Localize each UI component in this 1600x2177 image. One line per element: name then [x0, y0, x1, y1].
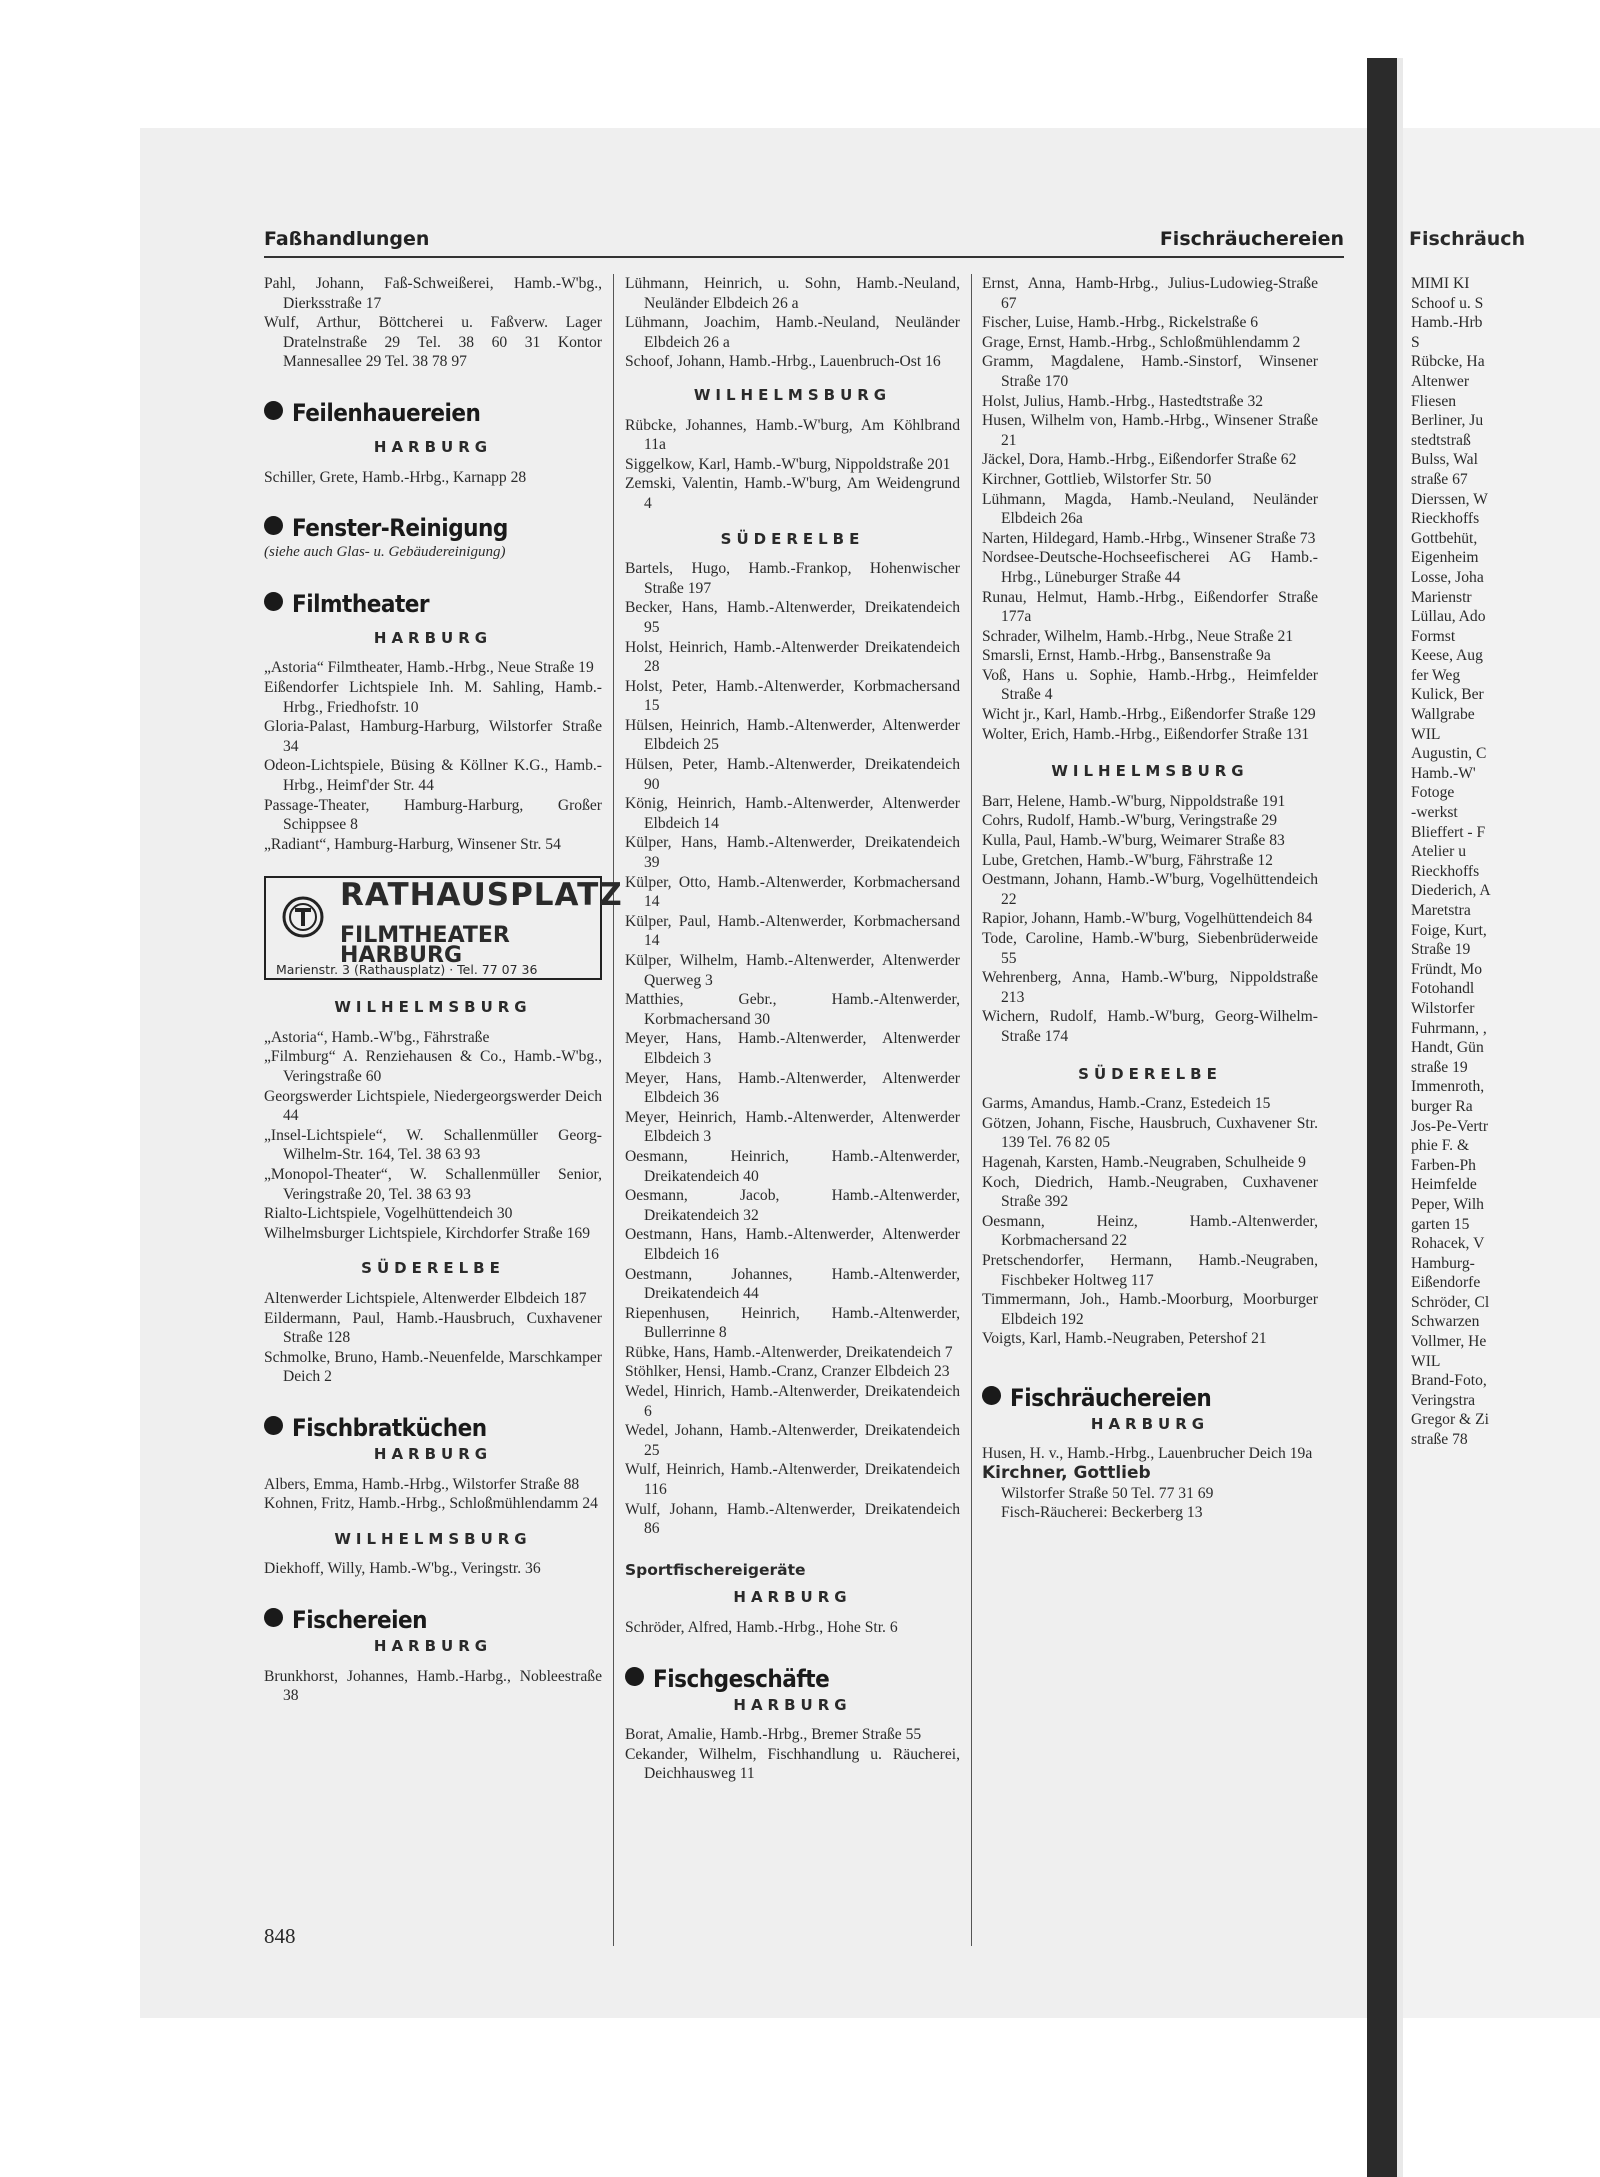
directory-entry: Oesmann, Heinrich, Hamb.-Altenwerder, Dreikatendeich 40 — [625, 1147, 960, 1185]
directory-entry: „Astoria“ Filmtheater, Hamb.-Hrbg., Neue Straße 19 — [264, 659, 594, 677]
directory-entry: Runau, Helmut, Hamb.-Hrbg., Eißendorfer Straße 177a — [982, 588, 1318, 626]
directory-entry: Wulf, Heinrich, Hamb.-Altenwerder, Dreikatendeich 116 — [625, 1461, 960, 1499]
directory-entry: Diekhoff, Willy, Hamb.-W'bg., Veringstr. 36 — [264, 1560, 541, 1578]
text-fragment: Bulss, Wal — [1411, 451, 1478, 469]
text-fragment: Veringstra — [1411, 1391, 1476, 1409]
directory-entry: Holst, Heinrich, Hamb.-Altenwerder Dreikatendeich 28 — [625, 638, 960, 676]
column-3 — [982, 274, 1318, 1523]
directory-entry: Ernst, Anna, Hamb-Hrbg., Julius-Ludowieg-Straße 67 — [982, 275, 1318, 312]
directory-entry: Külper, Otto, Hamb.-Altenwerder, Korbmachersand 14 — [625, 873, 960, 911]
text-fragment: Rieckhoffs — [1411, 862, 1480, 880]
text-fragment: MIMI KI — [1411, 275, 1470, 292]
bullet-icon — [625, 1667, 644, 1686]
directory-entry: Rübcke, Johannes, Hamb.-W'burg, Am Köhlbrand 11a — [625, 416, 960, 454]
directory-entry: Siggelkow, Karl, Hamb.-W'burg, Nippoldstraße 201 — [625, 455, 951, 473]
directory-entry: „Radiant“, Hamburg-Harburg, Winsener Str. 54 — [264, 835, 561, 853]
right-page-fragment — [1403, 128, 1600, 2018]
text-fragment: Keese, Aug — [1411, 647, 1483, 665]
directory-entry: Koch, Diedrich, Hamb.-Neugraben, Cuxhavener Straße 392 — [982, 1173, 1318, 1211]
text-fragment: -werkst — [1411, 804, 1458, 822]
text-fragment: Fuhrmann, , — [1411, 1019, 1487, 1037]
directory-entry: Wicht jr., Karl, Hamb.-Hrbg., Eißendorfer Straße 129 — [982, 706, 1316, 724]
category-heading — [264, 513, 602, 543]
directory-entry: Zemski, Valentin, Hamb.-W'burg, Am Weidengrund 4 — [625, 475, 960, 512]
directory-entry: Husen, Wilhelm von, Hamb.-Hrbg., Winsener Straße 21 — [982, 412, 1318, 449]
text-fragment: Wilstorfer — [1411, 999, 1475, 1017]
entry-list — [982, 274, 1318, 744]
directory-entry: Schiller, Grete, Hamb.-Hrbg., Karnapp 28 — [264, 468, 527, 486]
entry-list — [264, 1559, 602, 1579]
header-left: Faßhandlungen — [264, 228, 430, 250]
text-fragment: Wallgrabe — [1411, 706, 1475, 724]
directory-entry: Narten, Hildegard, Hamb.-Hrbg., Winsener Straße 73 — [982, 529, 1316, 547]
directory-entry: Hülsen, Heinrich, Hamb.-Altenwerder, Altenwerder Elbdeich 25 — [625, 716, 960, 754]
header-right: Fischräuchereien — [1159, 228, 1344, 250]
page-number: 848 — [264, 1924, 296, 1948]
directory-entry: Grage, Ernst, Hamb.-Hrbg., Schloßmühlendamm 2 — [982, 333, 1301, 351]
directory-entry: Götzen, Johann, Fische, Hausbruch, Cuxhavener Str. 139 Tel. 76 82 05 — [982, 1114, 1318, 1152]
region-heading: HARBURG — [373, 437, 493, 456]
category-heading — [264, 1413, 602, 1443]
text-fragment: Formst — [1411, 627, 1456, 645]
directory-entry: Wichern, Rudolf, Hamb.-W'burg, Georg-Wilhelm-Straße 174 — [982, 1008, 1318, 1045]
text-fragment: Berliner, Ju — [1411, 412, 1484, 430]
category-title: Fenster-Reinigung — [292, 514, 508, 543]
text-fragment: Jos-Pe-Vertr — [1411, 1117, 1489, 1135]
category-title: Fischgeschäfte — [653, 1664, 830, 1693]
directory-entry: Meyer, Hans, Hamb.-Altenwerder, Altenwerder Elbdeich 36 — [625, 1069, 960, 1107]
text-fragment: Handt, Gün — [1411, 1039, 1484, 1057]
text-fragment: Augustin, C — [1411, 745, 1487, 763]
ad-title: RATHAUSPLATZ — [340, 877, 623, 914]
directory-entry: Oestmann, Hans, Hamb.-Altenwerder, Altenwerder Elbdeich 16 — [625, 1226, 960, 1263]
directory-entry: Garms, Amandus, Hamb.-Cranz, Estedeich 15 — [982, 1095, 1271, 1113]
text-fragment: Atelier u — [1411, 843, 1466, 861]
category-title: Fischräuchereien — [1010, 1383, 1212, 1412]
text-fragment: Losse, Joha — [1411, 568, 1484, 586]
directory-entry: Pahl, Johann, Faß-Schweißerei, Hamb.-W'bg., Dierksstraße 17 — [264, 275, 602, 312]
entry-detail: Fisch-Räucherei: Beckerberg 13 — [1001, 1504, 1203, 1522]
text-fragment: Rieckhoffs — [1411, 510, 1480, 528]
directory-entry: Külper, Wilhelm, Hamb.-Altenwerder, Altenwerder Querweg 3 — [625, 952, 960, 989]
text-fragment: Eißendorfe — [1411, 1274, 1481, 1292]
entry-list — [264, 658, 602, 854]
directory-entry: Wehrenberg, Anna, Hamb.-W'burg, Nippoldstraße 213 — [982, 969, 1318, 1006]
text-fragment: burger Ra — [1411, 1097, 1473, 1115]
text-fragment: Brand-Foto, — [1411, 1372, 1487, 1390]
directory-entry: Brunkhorst, Johannes, Hamb.-Harbg., Nobleestraße 38 — [264, 1667, 602, 1705]
directory-entry: Borat, Amalie, Hamb.-Hrbg., Bremer Straße 55 — [625, 1726, 922, 1744]
directory-entry: Gramm, Magdalene, Hamb.-Sinstorf, Winsener Straße 170 — [982, 353, 1318, 390]
category-title: Filmtheater — [292, 589, 430, 618]
text-fragment: straße 67 — [1411, 470, 1468, 488]
column-rule — [971, 274, 972, 1946]
entry-list — [264, 1667, 602, 1706]
directory-entry: Kulla, Paul, Hamb.-W'burg, Weimarer Straße 83 — [982, 832, 1285, 850]
directory-entry: Jäckel, Dora, Hamb.-Hrbg., Eißendorfer Straße 62 — [982, 451, 1297, 469]
directory-entry: Holst, Peter, Hamb.-Altenwerder, Korbmachersand 15 — [625, 677, 960, 715]
region-heading: HARBURG — [733, 1588, 852, 1607]
text-fragment: Fotoge — [1411, 784, 1455, 802]
bullet-icon — [982, 1386, 1001, 1405]
text-fragment: Gottbehüt, — [1411, 529, 1478, 547]
directory-entry: Külper, Paul, Hamb.-Altenwerder, Korbmachersand 14 — [625, 912, 960, 950]
left-page — [140, 128, 1367, 2018]
text-fragment: Farben-Ph — [1411, 1156, 1476, 1174]
directory-entry: Oestmann, Johannes, Hamb.-Altenwerder, Dreikatendeich 44 — [625, 1265, 960, 1303]
category-heading — [625, 1664, 960, 1694]
directory-entry: „Insel-Lichtspiele“, W. Schallenmüller Georg-Wilhelm-Str. 164, Tel. 38 63 93 — [264, 1126, 602, 1164]
text-fragment: straße 19 — [1411, 1058, 1468, 1076]
directory-entry: Schoof, Johann, Hamb.-Hrbg., Lauenbruch-Ost 16 — [625, 353, 941, 371]
text-fragment: straße 78 — [1411, 1431, 1468, 1449]
directory-entry: Lühmann, Joachim, Hamb.-Neuland, Neuländer Elbdeich 26 a — [625, 314, 960, 351]
bullet-icon — [264, 401, 283, 420]
directory-entry: Kohnen, Fritz, Hamb.-Hrbg., Schloßmühlendamm 24 — [264, 1495, 598, 1513]
directory-entry: Lühmann, Heinrich, u. Sohn, Hamb.-Neuland, Neuländer Elbdeich 26 a — [625, 275, 960, 312]
directory-entry: Eildermann, Paul, Hamb.-Hausbruch, Cuxhavener Straße 128 — [264, 1309, 602, 1347]
text-fragment: Fründt, Mo — [1411, 960, 1483, 978]
advertisement-box — [264, 876, 623, 980]
category-heading — [264, 398, 602, 428]
text-fragment: Gregor & Zi — [1411, 1411, 1489, 1429]
text-fragment: Maretstra — [1411, 902, 1471, 919]
entry-list — [625, 559, 960, 1539]
entry-list — [264, 1028, 602, 1244]
text-fragment: Fotohandl — [1411, 980, 1475, 998]
directory-entry: Meyer, Heinrich, Hamb.-Altenwerder, Altenwerder Elbdeich 3 — [625, 1108, 960, 1146]
directory-entry: Cekander, Wilhelm, Fischhandlung u. Räucherei, Deichhausweg 11 — [625, 1745, 960, 1783]
directory-entry: Lube, Gretchen, Hamb.-W'burg, Fährstraße 12 — [982, 851, 1273, 869]
entry-list — [982, 1444, 1318, 1464]
directory-entry: Matthies, Gebr., Hamb.-Altenwerder, Korbmachersand 30 — [625, 991, 960, 1028]
right-page-text — [1411, 274, 1600, 1450]
category-heading — [264, 589, 602, 619]
subcategory-heading: Sportfischereigeräte — [625, 1560, 806, 1579]
directory-entry: Georgswerder Lichtspiele, Niedergeorgswerder Deich 44 — [264, 1087, 602, 1125]
column-rule — [613, 274, 614, 1946]
entry-list — [982, 1094, 1318, 1349]
category-title: Feilenhauereien — [292, 398, 481, 427]
directory-entry: Wedel, Johann, Hamb.-Altenwerder, Dreikatendeich 25 — [625, 1422, 960, 1459]
directory-entry: Oesmann, Jacob, Hamb.-Altenwerder, Dreikatendeich 32 — [625, 1187, 960, 1224]
directory-entry: „Filmburg“ A. Renziehausen & Co., Hamb.-W'bg., Veringstraße 60 — [264, 1048, 602, 1086]
region-heading: WILHELMSBURG — [334, 998, 532, 1017]
text-fragment: Schröder, Cl — [1411, 1293, 1490, 1311]
directory-entry: Wedel, Hinrich, Hamb.-Altenwerder, Dreikatendeich 6 — [625, 1383, 960, 1420]
cross-reference-note: (siehe auch Glas- u. Gebäudereinigung) — [264, 544, 506, 561]
text-fragment: Schoof u. S — [1411, 294, 1484, 312]
text-fragment: Dierssen, W — [1411, 490, 1488, 508]
region-heading: WILHELMSBURG — [334, 1529, 532, 1548]
directory-entry: Riepenhusen, Heinrich, Hamb.-Altenwerder, Bullerrinne 8 — [625, 1304, 960, 1342]
entry-list — [625, 416, 960, 514]
text-fragment: Blieffert - F — [1411, 823, 1486, 841]
text-fragment: Diederich, A — [1411, 882, 1491, 900]
directory-entry: Schmolke, Bruno, Hamb.-Neuenfelde, Marschkamper Deich 2 — [264, 1348, 602, 1386]
text-fragment: stedtstraß — [1411, 431, 1471, 449]
directory-entry: Schröder, Alfred, Hamb.-Hrbg., Hohe Str. 6 — [625, 1619, 898, 1636]
entry-detail: Wilstorfer Straße 50 Tel. 77 31 69 — [1001, 1484, 1214, 1502]
entry-list — [982, 792, 1318, 1047]
region-heading: WILHELMSBURG — [1051, 762, 1249, 781]
directory-entry: Timmermann, Joh., Hamb.-Moorburg, Moorburger Elbdeich 192 — [982, 1291, 1318, 1328]
directory-entry: Wulf, Arthur, Böttcherei u. Faßverw. Lager Dratelnstraße 29 Tel. 38 60 31 Kontor Mannesallee 29 Tel. 38 78 97 — [264, 314, 602, 371]
category-title: Fischereien — [292, 1605, 428, 1634]
directory-entry: Bartels, Hugo, Hamb.-Frankop, Hohenwischer Straße 197 — [625, 560, 960, 597]
region-heading: HARBURG — [373, 1636, 493, 1655]
bold-entry-name: Kirchner, Gottlieb — [982, 1463, 1151, 1484]
directory-entry: „Astoria“, Hamb.-W'bg., Fährstraße — [264, 1028, 490, 1046]
text-fragment: Altenwer — [1411, 372, 1470, 390]
entry-list — [625, 1618, 960, 1638]
directory-entry: Nordsee-Deutsche-Hochseefischerei AG Hamb.-Hrbg., Lüneburger Straße 44 — [982, 549, 1318, 586]
directory-entry: Meyer, Hans, Hamb.-Altenwerder, Altenwerder Elbdeich 3 — [625, 1030, 960, 1067]
directory-entry: Eißendorfer Lichtspiele Inh. M. Sahling, Hamb.-Hrbg., Friedhofstr. 10 — [264, 678, 602, 716]
directory-entry: König, Heinrich, Hamb.-Altenwerder, Altenwerder Elbdeich 14 — [625, 795, 960, 832]
text-fragment: garten 15 — [1411, 1215, 1470, 1233]
text-fragment: Foige, Kurt, — [1411, 921, 1487, 939]
directory-entry: Pretschendorfer, Hermann, Hamb.-Neugraben, Fischbeker Holtweg 117 — [982, 1251, 1318, 1289]
directory-entry: Altenwerder Lichtspiele, Altenwerder Elbdeich 187 — [264, 1290, 587, 1307]
directory-entry: Wilhelmsburger Lichtspiele, Kirchdorfer Straße 169 — [264, 1224, 591, 1242]
region-heading: SÜDERELBE — [720, 529, 865, 548]
text-fragment: Hamb.-Hrb — [1411, 314, 1483, 332]
text-fragment: Hamb.-W' — [1411, 764, 1476, 782]
entry-list — [625, 274, 960, 372]
theater-logo-icon — [282, 896, 324, 938]
text-fragment: Marienstr — [1411, 588, 1472, 606]
directory-entry: Tode, Caroline, Hamb.-W'burg, Siebenbrüderweide 55 — [982, 930, 1318, 967]
text-fragment: Immenroth, — [1411, 1078, 1485, 1096]
directory-entry: Becker, Hans, Hamb.-Altenwerder, Dreikatendeich 95 — [625, 599, 960, 636]
text-fragment: S — [1411, 333, 1420, 351]
text-fragment: Schwarzen — [1411, 1313, 1480, 1331]
text-fragment: WIL — [1411, 1352, 1441, 1370]
text-fragment: Hamburg- — [1411, 1254, 1475, 1272]
entry-list — [264, 1475, 602, 1514]
directory-entry: Gloria-Palast, Hamburg-Harburg, Wilstorfer Straße 34 — [264, 718, 602, 755]
category-title: Fischbratküchen — [292, 1413, 487, 1442]
directory-entry: Oestmann, Johann, Hamb.-W'burg, Vogelhüttendeich 22 — [982, 871, 1318, 908]
book-spine — [1367, 58, 1397, 2177]
directory-entry: Hülsen, Peter, Hamb.-Altenwerder, Dreikatendeich 90 — [625, 756, 960, 793]
bullet-icon — [264, 1416, 283, 1435]
text-fragment: Kulick, Ber — [1411, 686, 1484, 704]
directory-entry: Voigts, Karl, Hamb.-Neugraben, Petershof 21 — [982, 1330, 1267, 1348]
right-page-header: Fischräuch — [1409, 228, 1526, 250]
text-fragment: Rübcke, Ha — [1411, 353, 1485, 371]
text-fragment: Vollmer, He — [1411, 1333, 1487, 1351]
text-fragment: phie F. & — [1411, 1137, 1470, 1155]
directory-entry: Lühmann, Magda, Hamb.-Neuland, Neuländer Elbdeich 26a — [982, 490, 1318, 528]
region-heading: WILHELMSBURG — [693, 385, 892, 404]
text-fragment: Heimfelde — [1411, 1176, 1477, 1194]
directory-entry: Rialto-Lichtspiele, Vogelhüttendeich 30 — [264, 1205, 513, 1223]
column-1 — [264, 274, 623, 1706]
bullet-icon — [264, 516, 283, 535]
text-fragment: Lüllau, Ado — [1411, 608, 1486, 626]
directory-entry: Schrader, Wilhelm, Hamb.-Hrbg., Neue Straße 21 — [982, 627, 1294, 645]
text-fragment: Straße 19 — [1411, 941, 1471, 959]
region-heading: HARBURG — [373, 1444, 493, 1463]
entry-list — [264, 468, 602, 488]
directory-entry: Smarsli, Ernst, Hamb.-Hrbg., Bansenstraße 9a — [982, 647, 1271, 665]
directory-entry: Cohrs, Rudolf, Hamb.-W'burg, Veringstraße 29 — [982, 812, 1278, 830]
directory-entry: Külper, Hans, Hamb.-Altenwerder, Dreikatendeich 39 — [625, 834, 960, 872]
directory-entry: Holst, Julius, Hamb.-Hrbg., Hastedtstraße 32 — [982, 392, 1264, 410]
text-fragment: WIL — [1411, 725, 1441, 743]
directory-entry: Passage-Theater, Hamburg-Harburg, Großer Schippsee 8 — [264, 796, 602, 834]
region-heading: HARBURG — [373, 628, 493, 647]
text-fragment: Eigenheim — [1411, 549, 1479, 567]
region-heading: SÜDERELBE — [1078, 1064, 1222, 1083]
category-heading — [982, 1383, 1318, 1413]
region-heading: SÜDERELBE — [361, 1259, 505, 1278]
text-fragment: Fliesen — [1411, 392, 1457, 410]
ad-subtitle: FILMTHEATER HARBURG — [340, 923, 510, 968]
entry-list — [625, 1725, 960, 1784]
text-fragment: fer Weg — [1411, 666, 1461, 684]
entry-list — [264, 1289, 602, 1387]
page-header — [264, 228, 1344, 258]
region-heading: HARBURG — [1090, 1414, 1210, 1433]
directory-entry: Fischer, Luise, Hamb.-Hrbg., Rickelstraße 6 — [982, 314, 1259, 332]
directory-entry: Oesmann, Heinz, Hamb.-Altenwerder, Korbmachersand 22 — [982, 1212, 1318, 1250]
directory-entry: Wolter, Erich, Hamb.-Hrbg., Eißendorfer Straße 131 — [982, 725, 1310, 743]
directory-entry: Barr, Helene, Hamb.-W'burg, Nippoldstraße 191 — [982, 792, 1286, 810]
text-fragment: Peper, Wilh — [1411, 1195, 1484, 1213]
directory-entry: Rübke, Hans, Hamb.-Altenwerder, Dreikatendeich 7 — [625, 1343, 953, 1361]
column-2 — [625, 274, 960, 1784]
bullet-icon — [264, 592, 283, 611]
directory-entry: Odeon-Lichtspiele, Büsing & Köllner K.G., Hamb.-Hrbg., Heimf'der Str. 44 — [264, 757, 602, 794]
directory-entry: Husen, H. v., Hamb.-Hrbg., Lauenbrucher Deich 19a — [982, 1445, 1313, 1463]
text-fragment: Rohacek, V — [1411, 1235, 1485, 1253]
entry-list — [264, 274, 602, 372]
directory-entry: Voß, Hans u. Sophie, Hamb.-Hrbg., Heimfelder Straße 4 — [982, 666, 1318, 704]
ad-address: Marienstr. 3 (Rathausplatz) · Tel. 77 07 36 — [276, 962, 538, 978]
directory-entry: „Monopol-Theater“, W. Schallenmüller Senior, Veringstraße 20, Tel. 38 63 93 — [264, 1166, 602, 1203]
directory-entry: Albers, Emma, Hamb.-Hrbg., Wilstorfer Straße 88 — [264, 1475, 580, 1493]
bullet-icon — [264, 1608, 283, 1627]
directory-entry: Kirchner, Gottlieb, Wilstorfer Str. 50 — [982, 470, 1212, 488]
region-heading: HARBURG — [733, 1695, 852, 1714]
directory-entry: Stöhlker, Hensi, Hamb.-Cranz, Cranzer Elbdeich 23 — [625, 1363, 950, 1381]
directory-entry: Rapior, Johann, Hamb.-W'burg, Vogelhüttendeich 84 — [982, 910, 1313, 928]
directory-entry: Hagenah, Karsten, Hamb.-Neugraben, Schulheide 9 — [982, 1153, 1306, 1171]
category-heading — [264, 1605, 602, 1635]
directory-entry: Wulf, Johann, Hamb.-Altenwerder, Dreikatendeich 86 — [625, 1500, 960, 1538]
